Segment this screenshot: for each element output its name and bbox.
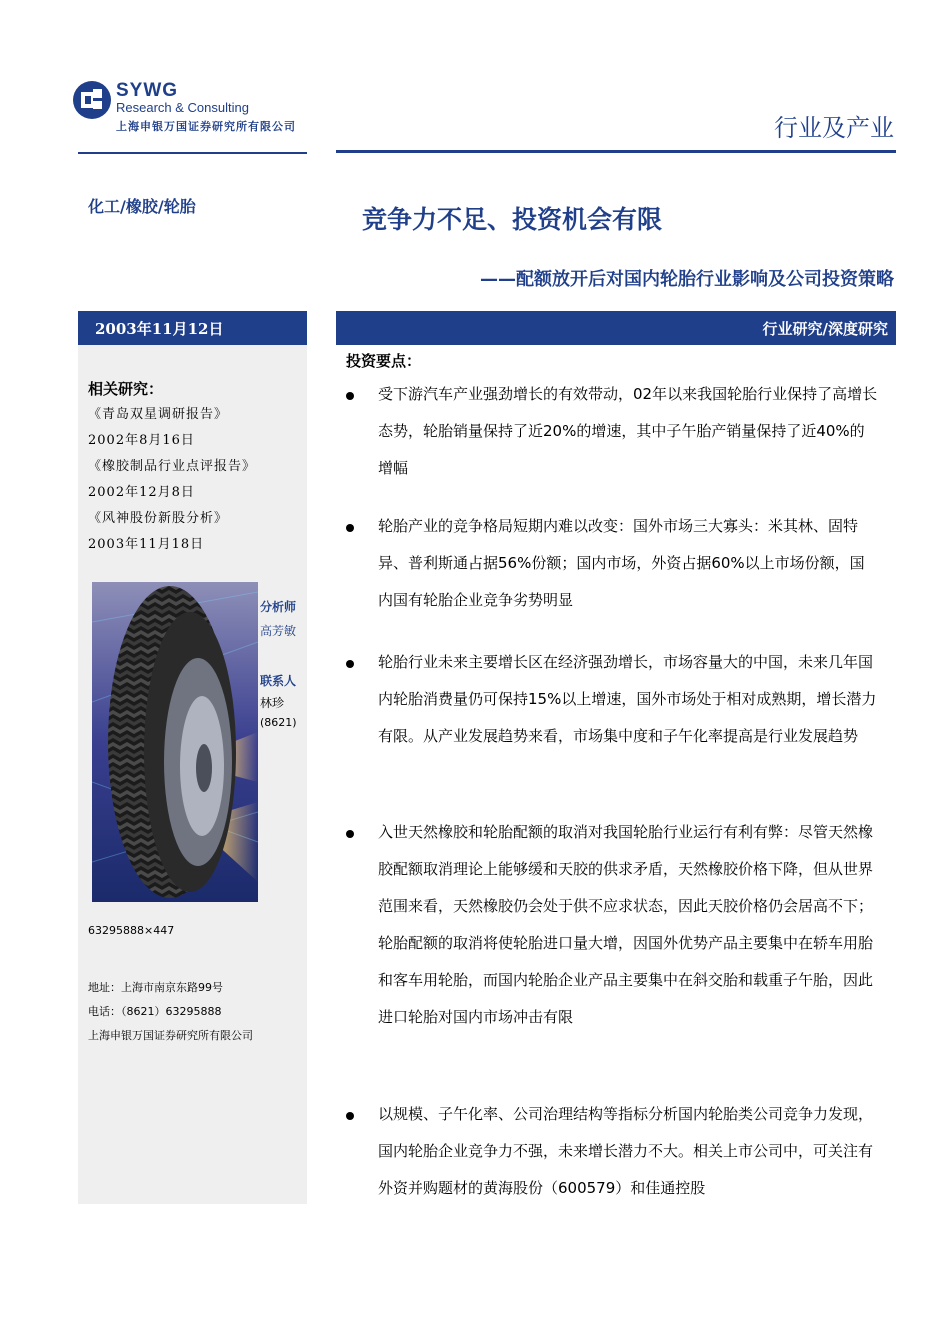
contact-area-code: (8621) (260, 716, 297, 729)
bullet-icon (346, 660, 354, 668)
related-research-title: 相关研究： (88, 380, 164, 398)
analyst-name: 高芳敏 (260, 624, 297, 638)
document-category: 行业及产业 (774, 114, 894, 142)
report-title: 竞争力不足、投资机会有限 (362, 205, 663, 234)
contact-label: 联系人 (260, 674, 297, 688)
report-subtitle: ——配额放开后对国内轮胎行业影响及公司投资策略 (480, 269, 894, 290)
key-point: 入世天然橡胶和轮胎配额的取消对我国轮胎行业运行有利有弊：尽管天然橡胶配额取消理论上能够缓和天胶的供求矛盾，天然橡胶价格下降，但从世界范围来看，天然橡胶仍会处于供不应求状态，因此天胶价格仍会居高不下；轮胎配额的取消将使轮胎进口量大增，因国外优势产品主要集中在轿车用胎和客车用轮胎，而国内轮胎企业产品主要集中在斜交胎和载重子午胎，因此进口轮胎对国内市场冲击有限 (378, 823, 874, 1026)
report-type: 行业研究/深度研究 (762, 320, 888, 338)
bullet-icon (346, 392, 354, 400)
key-point: 以规模、子午化率、公司治理结构等指标分析国内轮胎类公司竞争力发现，国内轮胎企业竞争力不强，未来增长潜力不大。相关上市公司中，可关注有外资并购题材的黄海股份（600579）和佳通控股 (378, 1105, 874, 1197)
company-tel: 电话：（8621）63295888 (88, 1005, 222, 1018)
bullet-icon (346, 524, 354, 532)
key-point: 受下游汽车产业强劲增长的有效带动，02年以来我国轮胎行业保持了高增长态势，轮胎销量保持了近20%的增速，其中子午胎产销量保持了近40%的增幅 (378, 385, 878, 477)
key-points-title: 投资要点： (346, 352, 422, 370)
related-research-list (88, 402, 303, 558)
contact-phone-ext: 63295888×447 (88, 924, 175, 937)
sector-label: 化工/橡胶/轮胎 (88, 197, 196, 216)
related-item[interactable]: 《橡胶制品行业点评报告》 (88, 459, 257, 474)
contact-name: 林珍 (260, 696, 285, 710)
analyst-label: 分析师 (260, 600, 297, 614)
header-rule-right (336, 150, 896, 153)
company-contact (88, 976, 253, 1048)
brand-name: SYWG (116, 80, 179, 101)
related-item[interactable]: 《风神股份新股分析》 (88, 511, 229, 526)
brand-company-cn: 上海申银万国证券研究所有限公司 (116, 120, 296, 133)
brand-subtitle: Research & Consulting (116, 100, 249, 115)
bullet-icon (346, 1112, 354, 1120)
related-item-date: 2002年12月8日 (88, 485, 195, 500)
key-point: 轮胎行业未来主要增长区在经济强劲增长，市场容量大的中国，未来几年国内轮胎消费量仍可保持15%以上增速，国外市场处于相对成熟期，增长潜力有限。从产业发展趋势来看，市场集中度和子午化率提高是行业发展趋势 (378, 653, 877, 745)
tyre-image (92, 582, 258, 902)
report-date: 2003年11月12日 (95, 320, 224, 338)
company-name: 上海申银万国证券研究所有限公司 (88, 1029, 253, 1042)
related-item-date: 2003年11月18日 (88, 537, 205, 552)
related-item-date: 2002年8月16日 (88, 433, 195, 448)
bullet-icon (346, 830, 354, 838)
related-item[interactable]: 《青岛双星调研报告》 (88, 407, 229, 422)
company-address: 地址：上海市南京东路99号 (88, 981, 223, 994)
sywg-logo-icon (72, 80, 112, 120)
analyst-info (260, 598, 308, 738)
key-point: 轮胎产业的竞争格局短期内难以改变：国外市场三大寡头：米其林、固特异、普利斯通占据56%份额；国内市场，外资占据60%以上市场份额，国内国有轮胎企业竞争劣势明显 (378, 517, 865, 609)
header-rule-left (78, 152, 307, 154)
